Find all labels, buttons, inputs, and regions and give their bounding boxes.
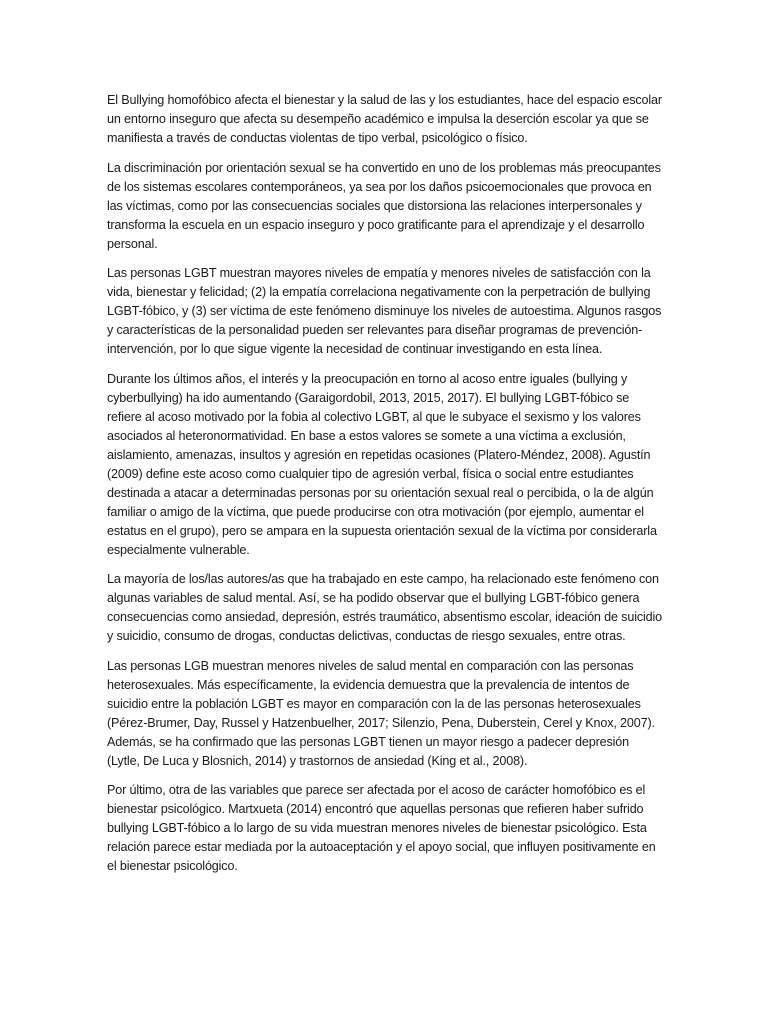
paragraph-personas-lgb: Las personas LGB muestran menores niveles de salud mental en comparación con las personas heterosexuales. Más específicamente, la evidencia demuestra que la prevalencia de intentos de suicidio entre la población LGBT es mayor en comparación con la de las personas heterosexuales (Pérez-Brumer, Day, Russel y Hatzenbuelher, 2017; Silenzio, Pena, Duberstein, Cerel y Knox, 2007). Además, se ha confirmado que las personas LGBT tienen un mayor riesgo a padecer depresión (Lytle, De Luca y Blosnich, 2014) y trastornos de ansiedad (King et al., 2008). <box>107 658 655 768</box>
paragraph-bienestar-psicologico: Por último, otra de las variables que parece ser afectada por el acoso de carácter homofóbico es el bienestar psicológico. Martxueta (2014) encontró que aquellas personas que refieren haber sufrido bullying LGBT-fóbico a lo largo de su vida muestran menores niveles de bienestar psicológico. Esta relación parece estar mediada por la autoaceptación y el apoyo social, que influyen positivamente en el bienestar psicológico. <box>107 783 656 873</box>
document-page <box>107 91 663 887</box>
paragraph-bullying-homofobico: El Bullying homofóbico afecta el bienestar y la salud de las y los estudiantes, hace del espacio escolar un entorno inseguro que afecta su desempeño académico e impulsa la deserción escolar ya que se manifiesta a través de conductas violentas de tipo verbal, psicológico o físico. <box>107 93 662 145</box>
paragraph-discriminacion: La discriminación por orientación sexual se ha convertido en uno de los problemas más preocupantes de los sistemas escolares contemporáneos, ya sea por los daños psicoemocionales que provoca en las víctimas, como por las consecuencias sociales que distorsiona las relaciones interpersonales y transforma la escuela en un espacio inseguro y poco gratificante para el aprendizaje y el desarrollo personal. <box>107 160 661 251</box>
paragraph-personas-lgbt-empatia: Las personas LGBT muestran mayores niveles de empatía y menores niveles de satisfacción con la vida, bienestar y felicidad; (2) la empatía correlaciona negativamente con la perpetración de bullying LGBT-fóbico, y (3) ser víctima de este fenómeno disminuye los niveles de autoestima. Algunos rasgos y características de la personalidad pueden ser relevantes para diseñar programas de prevención-intervención, por lo que sigue vigente la necesidad de continuar investigando en esta línea. <box>107 266 662 356</box>
paragraph-acoso-entre-iguales: Durante los últimos años, el interés y la preocupación en torno al acoso entre iguales (bullying y cyberbullying) ha ido aumentando (Garaigordobil, 2013, 2015, 2017). El bullying LGBT-fóbico se refiere al acoso motivado por la fobia al colectivo LGBT, al que le subyace el sexismo y los valores asociados al heteronormatividad. En base a estos valores se somete a una víctima a exclusión, aislamiento, amenazas, insultos y agresión en repetidas ocasiones (Platero-Méndez, 2008). Agustín (2009) define este acoso como cualquier tipo de agresión verbal, física o social entre estudiantes destinada a atacar a determinadas personas por su orientación sexual real o percibida, o la de algún familiar o amigo de la víctima, que puede producirse con otra motivación (por ejemplo, aumentar el estatus en el grupo), pero se ampara en la supuesta orientación sexual de la víctima por considerarla especialmente vulnerable. <box>107 371 657 557</box>
paragraph-salud-mental: La mayoría de los/las autores/as que ha trabajado en este campo, ha relacionado este fenómeno con algunas variables de salud mental. Así, se ha podido observar que el bullying LGBT-fóbico genera consecuencias como ansiedad, depresión, estrés traumático, absentismo escolar, ideación de suicidio y suicidio, consumo de drogas, conductas delictivas, conductas de riesgo sexuales, entre otras. <box>107 572 662 643</box>
